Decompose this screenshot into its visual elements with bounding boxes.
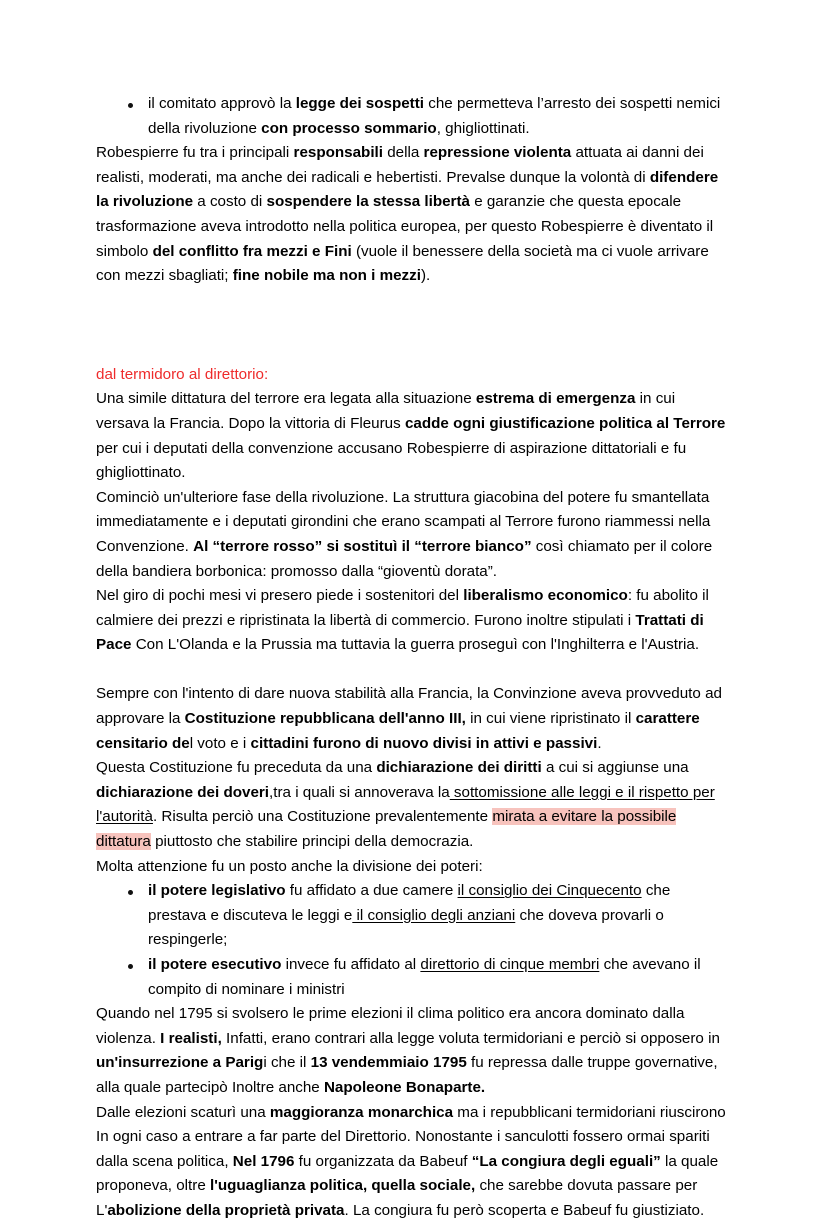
text-run: ). [420,267,431,285]
underlined-run: direttorio di cinque membri [420,956,600,973]
text-run: Una simile dittatura del terrore era legata alla situazione [96,390,476,408]
paragraph-dichiarazione [96,756,732,854]
bold-run: maggioranza monarchica [269,1103,454,1121]
paragraph-elezioni [96,1002,732,1100]
text-run: fu repressa dalle truppe governative, alla quale partecipò Inoltre anche [96,1054,718,1096]
bold-run: difendere la rivoluzione [96,168,719,211]
bold-run: il potere esecutivo [148,956,282,973]
list-item [96,953,732,1002]
bold-run: “La congiura degli eguali” [471,1152,661,1170]
list-item [96,879,732,953]
text-run: Robespierre fu tra i principali [96,144,294,162]
bold-run: Al “terrore rosso” si sostituì il “terrore bianco” [193,537,532,555]
bullet-list-poteri [96,879,732,1002]
text-run: Con L'Olanda e la Prussia ma tuttavia la guerra proseguì con l'Inghilterra e l'Austria. [131,636,700,654]
text-run: attuata ai danni dei realisti, moderati, ma anche dei radicali e hebertisti. Prevalse dunque la volontà di [96,144,704,186]
paragraph-robespierre [96,141,732,289]
text-run: : fu abolito il calmiere dei prezzi e ripristinata la libertà di commercio. Furono inoltre stipulati i [96,587,709,629]
text-run: e i [226,734,251,752]
text-run: della [383,144,424,162]
text-run: Sempre con l'intento di dare nuova stabilità alla Francia, la Convinzione aveva provveduto ad approvare la [96,685,722,728]
text-run: Cominciò un'ulteriore fase della rivoluzione. La struttura giacobina del potere fu smantellata immediatamente e i deputati girondini che erano scampati al Terrore furono riammessi nella Convenzione. [96,488,711,555]
paragraph-liberalismo [96,584,732,658]
paragraph-attenzione: Molta attenzione fu un posto anche la divisione dei poteri: [96,857,483,875]
paragraph-costituzione [96,682,732,756]
bold-run: il potere legislativo [148,882,286,900]
bold-run: dichiarazione dei doveri [96,783,270,801]
bold-run: carattere censitario de [96,710,700,752]
text-run: . Risulta perciò una Costituzione prevalentemente [152,808,493,826]
bold-run: un'insurrezione a Parig [96,1054,264,1072]
bold-run: 13 vendemmiaio 1795 [310,1054,467,1072]
text-run: . [597,734,602,752]
text-run: che avevano il compito di nominare i ministri [148,956,701,998]
text-run: l voto [189,734,227,752]
bold-run: cittadini furono di nuovo divisi in attivi e passivi [250,734,598,752]
bold-run: repressione violenta [423,144,572,162]
paragraph-dittatura [96,387,732,485]
text-run: Nel giro di pochi mesi vi presero piede i sostenitori del [96,587,464,605]
text-run: fu affidato a due camere [285,882,458,900]
text-run: la quale proponeva, oltre [96,1152,719,1195]
text-run: , ghigliottinati. [436,119,530,137]
text-run: i che il [263,1054,311,1072]
bold-run: estrema di emergenza [475,390,636,408]
text-run: a costo di [193,193,267,211]
bold-run: cadde ogni giustificazione politica al Terrore [404,414,726,432]
bullet-list-comitato [96,92,732,141]
text-run: Quando nel 1795 si svolsero le prime elezioni il clima politico era ancora dominato dalla violenza. [96,1005,685,1047]
underlined-run: sottomissione alle leggi e il rispetto per l'autorità [96,783,715,826]
paragraph-spacer [96,658,732,683]
bold-run: liberalismo economico [463,587,628,605]
section-spacer [96,289,732,363]
list-item [96,92,732,141]
text-run: invece fu affidato al [281,956,421,973]
text-run: ma i repubblicani termidoriani riuscirono In ogni caso a entrare a far parte del Direttorio. Nonostante i sanculotti fossero ormai spariti dalla scena politica, [96,1103,726,1170]
bold-run: Nel 1796 [232,1152,295,1170]
bold-run: legge dei sospetti [295,95,425,112]
bold-run: del conflitto fra mezzi e Fini [152,242,352,260]
text-run: ,tra i quali si annoverava la [269,783,450,801]
bold-run: sospendere la stessa libertà [266,193,470,211]
text-run: Dalle elezioni scaturì una [96,1103,270,1121]
text-run: così chiamato per il colore della bandiera borbonica: promosso dalla “gioventù dorata”. [96,537,713,580]
bold-run: Costituzione repubblicana dell'anno III, [184,710,466,728]
text-run: (vuole il benessere della società ma ci vuole arrivare con mezzi sbagliati; [96,242,709,285]
bold-run: fine nobile ma non i mezzi [232,267,421,285]
text-run: in cui viene ripristinato il [465,710,636,728]
text-run: . La congiura fu però scoperta e Babeuf fu giustiziato. [344,1201,705,1219]
bold-run: Trattati di Pace [96,611,704,654]
text-run: Questa Costituzione fu preceduta da una [96,759,377,777]
underlined-run: il consiglio degli anziani [352,906,516,924]
text-run: che doveva provarli o respingerle; [148,906,664,949]
bold-run: abolizione della proprietà privata [107,1201,345,1219]
text-run: che sarebbe dovuta passare per L' [96,1177,698,1219]
text-run: piuttosto che stabilire principi della democrazia. [150,833,474,851]
section-heading-termidoro: dal termidoro al direttorio: [96,365,269,383]
text-run: fu organizzata da Babeuf [294,1152,472,1170]
text-run: Infatti, erano contrari alla legge voluta termidoriani e perciò si opposero in [221,1029,720,1047]
bold-run: l'uguaglianza politica, quella sociale, [209,1177,476,1195]
text-run: e garanzie che questa epocale trasformazione aveva introdotto nella politica europea, per questo Robespierre è diventato il simbolo [96,193,714,260]
bold-run: dichiarazione dei diritti [376,759,542,777]
bold-run: I realisti, [160,1029,222,1047]
highlighted-run: mirata a evitare la possibile dittatura [96,808,677,851]
bold-run: con processo sommario [261,119,437,137]
text-run: a cui si aggiunse una [541,759,689,777]
bold-run: responsabili [293,144,383,162]
text-run: che prestava e discuteva le leggi e [148,882,671,924]
paragraph-giacobina [96,486,732,584]
text-run: il comitato approvò la [148,95,296,112]
document-body [96,92,732,1224]
underlined-run: il consiglio dei Cinquecento [457,882,642,900]
text-run: che permetteva l’arresto dei sospetti nemici della rivoluzione [148,95,721,137]
paragraph-babeuf [96,1101,732,1224]
text-run: per cui i deputati della convenzione accusano Robespierre di aspirazione dittatoriali e fu ghigliottinato. [96,439,687,482]
bold-run: Napoleone Bonaparte. [323,1078,486,1096]
text-run: in cui versava la Francia. Dopo la vittoria di Fleurus [96,390,676,432]
